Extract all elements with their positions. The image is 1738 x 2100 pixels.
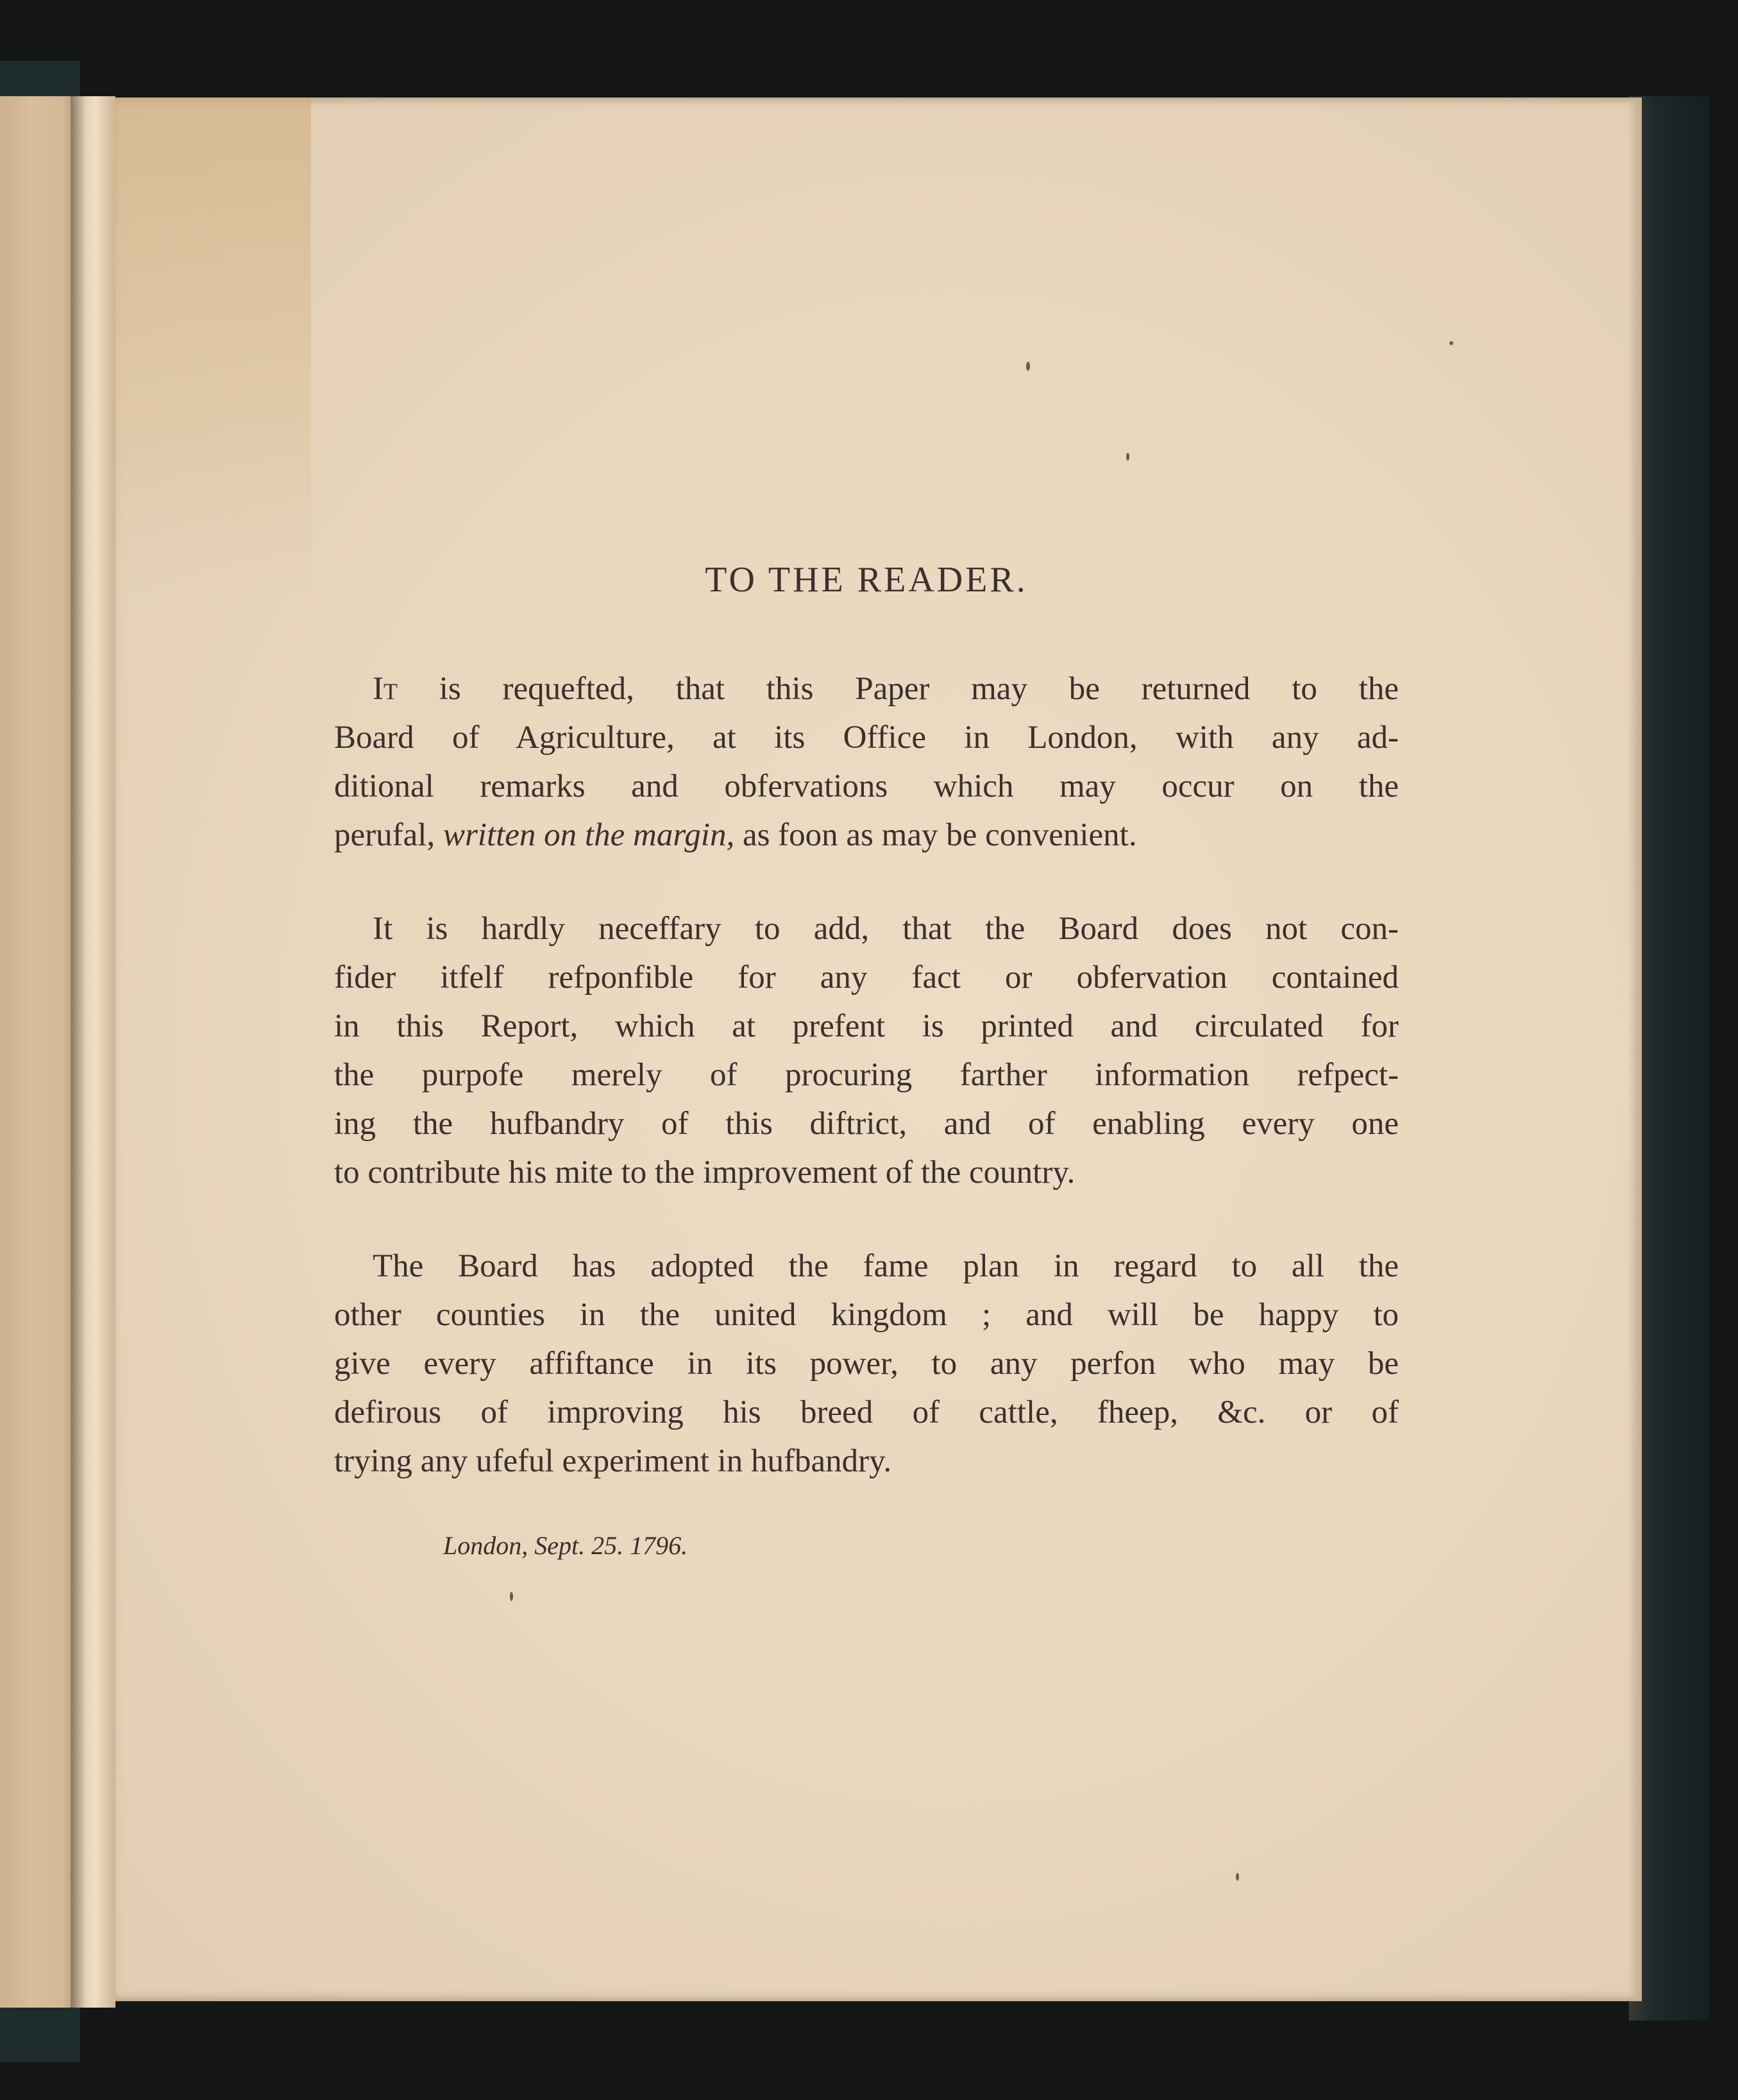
left-facing-page: [0, 96, 78, 2008]
page-title: TO THE READER.: [705, 560, 1028, 600]
paragraph-3: [334, 1242, 1399, 1486]
foxing-stain: [106, 97, 311, 598]
paper-speck: [1126, 453, 1129, 461]
page-edge: [1628, 97, 1642, 2001]
paragraph-2: [334, 904, 1399, 1197]
dateline: London, Sept. 25. 1796.: [443, 1531, 688, 1560]
paragraph-line: [334, 665, 1399, 713]
paragraph-line: Board of Agriculture, at its Office in London, with any ad-: [334, 720, 1399, 756]
paper-speck: [1026, 362, 1030, 371]
paragraph-line: fider itfelf refponfible for any fact or obfervation contained: [334, 960, 1399, 995]
paragraph-line: ing the hufbandry of this diftrict, and of enabling every one: [334, 1106, 1399, 1142]
paper-speck: [510, 1592, 513, 1601]
paper-speck: [1449, 341, 1453, 345]
paragraph-line: ditional remarks and obfervations which may occur on the: [334, 768, 1399, 804]
paragraph-line: The Board has adopted the fame plan in regard to all the: [373, 1248, 1399, 1284]
book-page: [106, 97, 1642, 2001]
line-text: perufal,: [334, 817, 443, 853]
line-text: is requefted, that this Paper may be returned to the: [397, 671, 1399, 707]
paragraph-line: the purpofe merely of procuring farther information refpect-: [334, 1057, 1399, 1093]
paragraph-line: other counties in the united kingdom ; and will be happy to: [334, 1297, 1399, 1333]
spine-gutter: [71, 96, 115, 2008]
paragraph-line: trying any ufeful experiment in hufbandry.: [334, 1443, 892, 1479]
paragraph-line: It is hardly neceffary to add, that the Board does not con-: [373, 911, 1399, 947]
paragraph-line: defirous of improving his breed of cattle, fheep, &c. or of: [334, 1394, 1399, 1430]
paper-speck: [1236, 1873, 1239, 1881]
line-text: as foon as may be convenient.: [734, 817, 1137, 853]
italic-phrase: written on the margin,: [443, 817, 735, 853]
small-caps-lead: It: [373, 671, 398, 707]
paragraph-line: to contribute his mite to the improvement of the country.: [334, 1155, 1076, 1190]
paragraph-line: [334, 811, 1399, 859]
text-block: [334, 559, 1399, 1561]
paragraph-line: give every affiftance in its power, to any perfon who may be: [334, 1346, 1399, 1382]
paragraph-1: [334, 665, 1399, 859]
paragraph-line: in this Report, which at prefent is printed and circulated for: [334, 1008, 1399, 1044]
